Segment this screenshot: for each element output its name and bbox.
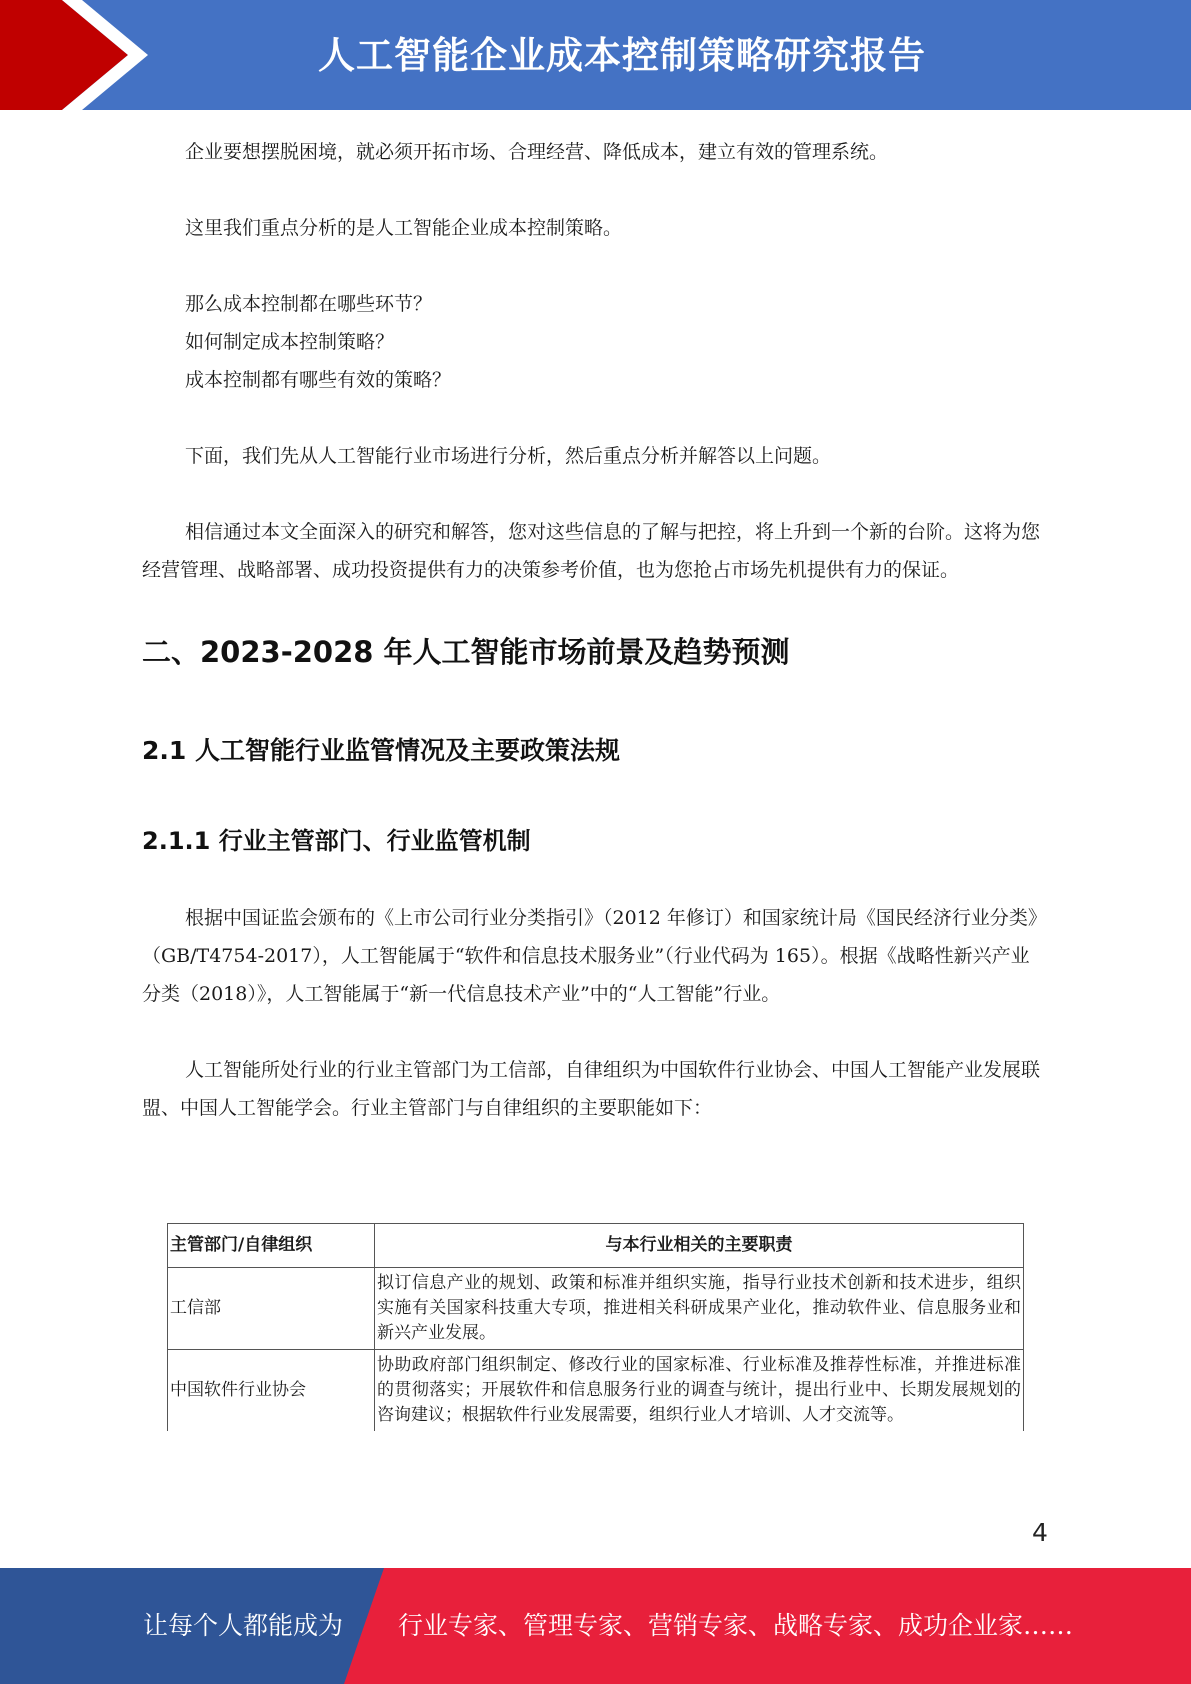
footer-slogan-right: 行业专家、管理专家、营销专家、战略专家、成功企业家……: [398, 1611, 1074, 1640]
question-line: 那么成本控制都在哪些环节？: [185, 293, 433, 315]
table-row: [168, 1350, 1024, 1432]
section-heading: 二、2023-2028 年人工智能市场前景及趋势预测: [142, 635, 790, 669]
paragraph: 企业要想摆脱困境，就必须开拓市场、合理经营、降低成本，建立有效的管理系统。: [185, 141, 889, 163]
report-title: 人工智能企业成本控制策略研究报告: [318, 34, 926, 77]
paragraph: 下面，我们先从人工智能行业市场进行分析，然后重点分析并解答以上问题。: [185, 445, 832, 467]
paragraph: 相信通过本文全面深入的研究和解答，您对这些信息的了解与把控，将上升到一个新的台阶。这将为您经营管理、战略部署、成功投资提供有力的决策参考价值，也为您抢占市场先机提供有力的保证。: [142, 521, 1041, 581]
table-cell-org: 中国软件行业协会: [168, 1350, 375, 1432]
paragraph: 这里我们重点分析的是人工智能企业成本控制策略。: [185, 217, 623, 239]
footer-banner: [0, 1568, 1191, 1684]
question-line: 如何制定成本控制策略？: [185, 331, 395, 353]
paragraph: 根据中国证监会颁布的《上市公司行业分类指引》（2012 年修订）和国家统计局《国民经济行业分类》（GB/T4754-2017），人工智能属于“软件和信息技术服务业”（行业代码为 165）。根据《战略性新兴产业分类（2018）》，人工智能属于“新一代信息技术产业”中的“人工智能”行业。: [142, 907, 1047, 1005]
footer-slogan-left: 让每个人都能成为: [143, 1611, 344, 1640]
table-header-cell: 主管部门/自律组织: [168, 1224, 375, 1268]
table-row: [168, 1268, 1024, 1350]
subsection-heading: 2.1 人工智能行业监管情况及主要政策法规: [142, 736, 620, 765]
table-cell-duty: 拟订信息产业的规划、政策和标准并组织实施，指导行业技术创新和技术进步，组织实施有关国家科技重大专项，推进相关科研成果产业化，推动软件业、信息服务业和新兴产业发展。: [375, 1268, 1024, 1350]
document-body: [142, 133, 1048, 1127]
paragraph: 人工智能所处行业的行业主管部门为工信部，自律组织为中国软件行业协会、中国人工智能产业发展联盟、中国人工智能学会。行业主管部门与自律组织的主要职能如下：: [142, 1059, 1041, 1119]
header-banner: [0, 0, 1191, 110]
table-header-cell: 与本行业相关的主要职责: [375, 1224, 1024, 1268]
question-line: 成本控制都有哪些有效的策略？: [185, 369, 452, 391]
page-number: 4: [1032, 1518, 1048, 1547]
responsibilities-table: [167, 1223, 1024, 1431]
subsubsection-heading: 2.1.1 行业主管部门、行业监管机制: [142, 827, 531, 855]
table-header-row: [168, 1224, 1024, 1268]
table-cell-duty: 协助政府部门组织制定、修改行业的国家标准、行业标准及推荐性标准，并推进标准的贯彻落实；开展软件和信息服务行业的调查与统计，提出行业中、长期发展规划的咨询建议；根据软件行业发展需要，组织行业人才培训、人才交流等。: [375, 1350, 1024, 1432]
table-cell-org: 工信部: [168, 1268, 375, 1350]
